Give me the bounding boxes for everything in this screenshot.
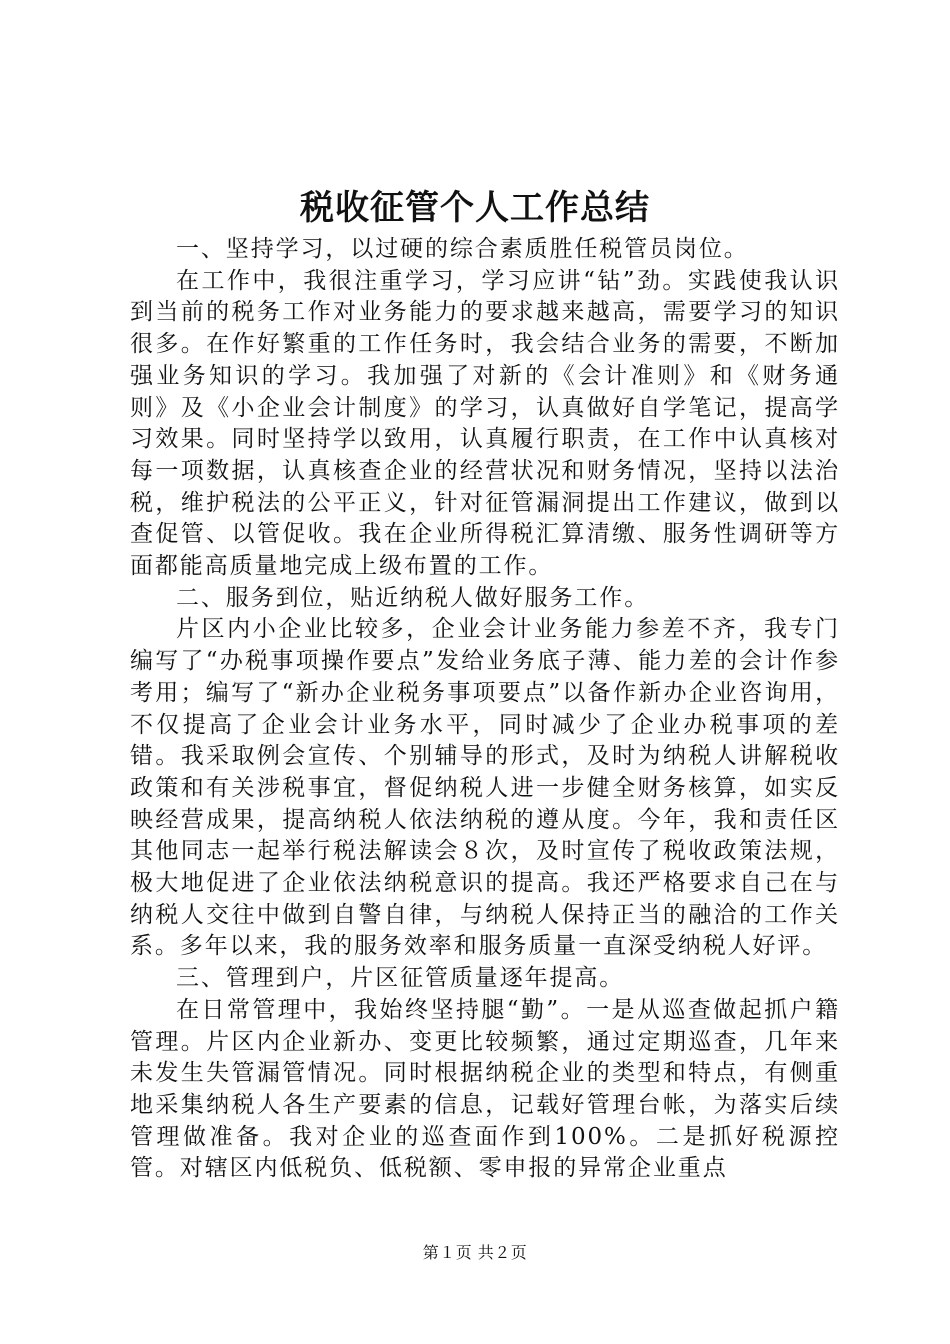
paragraph-management: 在日常管理中，我始终坚持腿“勤”。一是从巡查做起抓户籍管理。片区内企业新办、变更比较频繁，通过定期巡查，几年来未发生失管漏管情况。同时根据纳税企业的类型和特点，有侧重地采集纳税人各生产要素的信息，记载好管理台帐，为落实后续管理做准备。我对企业的巡查面作到100%。二是抓好税源控管。对辖区内低税负、低税额、零申报的异常企业重点	[130, 996, 840, 1182]
paragraph-service: 片区内小企业比较多，企业会计业务能力参差不齐，我专门编写了“办税事项操作要点”发给业务底子薄、能力差的会计作参考用；编写了“新办企业税务事项要点”以备作新办企业咨询用，不仅提高了企业会计业务水平，同时减少了企业办税事项的差错。我采取例会宣传、个别辅导的形式，及时为纳税人讲解税收政策和有关涉税事宜，督促纳税人进一步健全财务核算，如实反映经营成果，提高纳税人依法纳税的遵从度。今年，我和责任区其他同志一起举行税法解读会８次，及时宣传了税收政策法规，极大地促进了企业依法纳税意识的提高。我还严格要求自己在与纳税人交往中做到自警自律，与纳税人保持正当的融洽的工作关系。多年以来，我的服务效率和服务质量一直深受纳税人好评。	[130, 616, 840, 960]
paragraph-heading-3: 三、管理到户，片区征管质量逐年提高。	[176, 965, 625, 992]
page-number-footer: 第１页 共２页	[422, 1243, 528, 1262]
paragraph-heading-1: 一、坚持学习，以过硬的综合素质胜任税管员岗位。	[176, 236, 749, 262]
paragraph-study: 在工作中，我很注重学习，学习应讲“钻”劲。实践使我认识到当前的税务工作对业务能力的要求越来越高，需要学习的知识很多。在作好繁重的工作任务时，我会结合业务的需要，不断加强业务知识的学习。我加强了对新的《会计准则》和《财务通则》及《小企业会计制度》的学习，认真做好自学笔记，提高学习效果。同时坚持学以致用，认真履行职责，在工作中认真核对每一项数据，认真核查企业的经营状况和财务情况，坚持以法治税，维护税法的公平正义，针对征管漏洞提出工作建议，做到以查促管、以管促收。我在企业所得税汇算清缴、服务性调研等方面都能高质量地完成上级布置的工作。	[130, 267, 840, 580]
document-title: 税收征管个人工作总结	[300, 188, 650, 228]
document-body	[130, 234, 840, 1185]
paragraph-heading-2: 二、服务到位，贴近纳税人做好服务工作。	[176, 584, 650, 611]
